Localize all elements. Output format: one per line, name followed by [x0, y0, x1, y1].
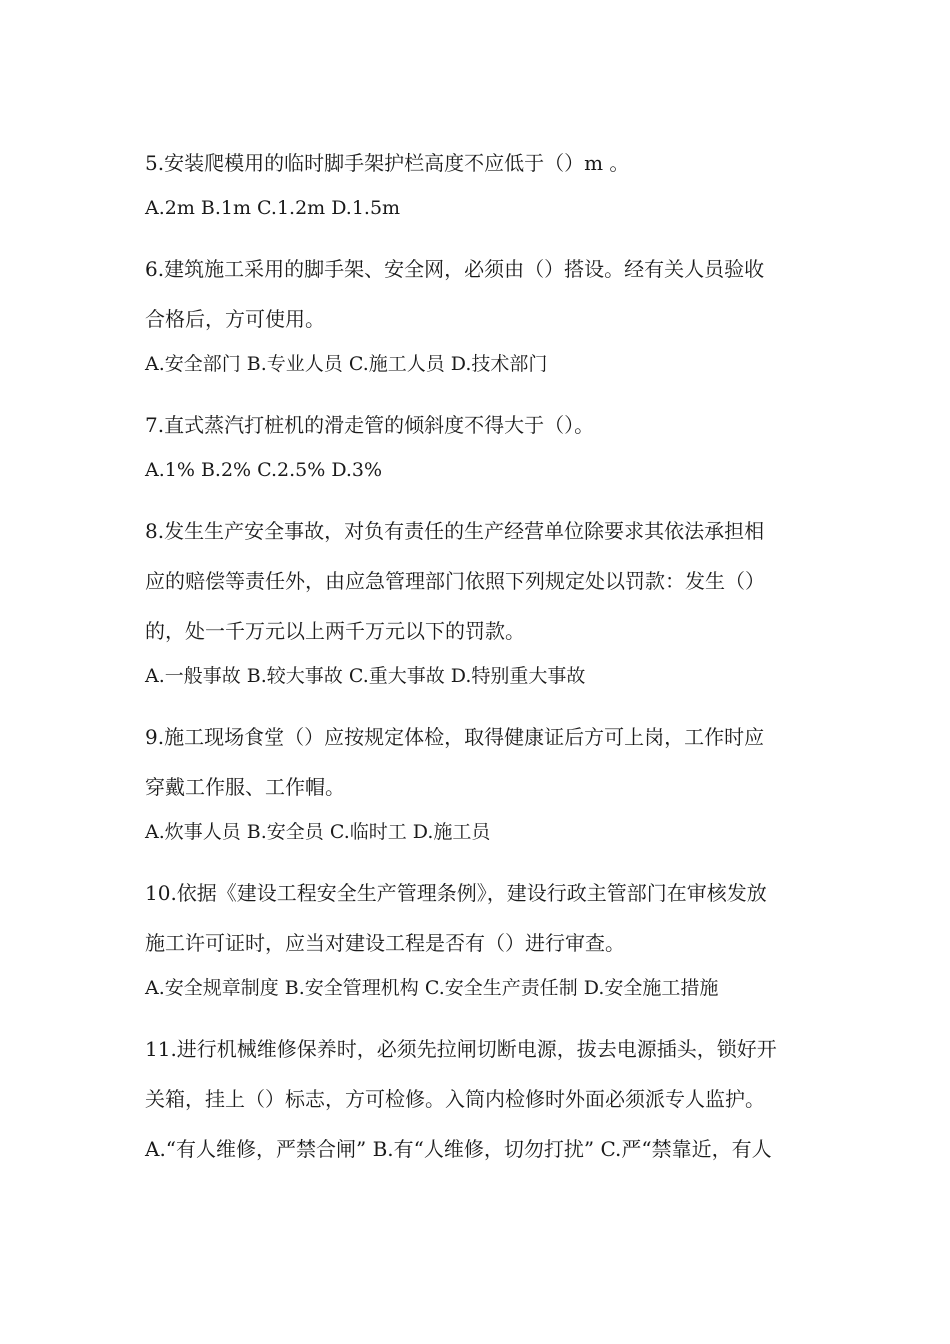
question-text: 7.直式蒸汽打桩机的滑走管的倾斜度不得大于（）。 [145, 413, 595, 437]
question-text: 的，处一千万元以上两千万元以下的罚款。 [145, 619, 525, 643]
question-11 [145, 1024, 815, 1174]
question-options: A.1% B.2% C.2.5% D.3% [145, 459, 383, 481]
question-9 [145, 712, 815, 852]
question-5 [145, 138, 815, 228]
question-text: 6.建筑施工采用的脚手架、安全网，必须由（）搭设。经有关人员验收 [145, 257, 765, 281]
question-options: A.炊事人员 B.安全员 C.临时工 D.施工员 [145, 821, 491, 843]
question-text: 穿戴工作服、工作帽。 [145, 775, 345, 799]
question-options: A.2m B.1m C.1.2m D.1.5m [145, 197, 401, 219]
question-text: 关箱，挂上（）标志，方可检修。入筒内检修时外面必须派专人监护。 [145, 1087, 765, 1111]
question-8 [145, 506, 815, 696]
question-options: A.安全规章制度 B.安全管理机构 C.安全生产责任制 D.安全施工措施 [145, 977, 719, 999]
question-text: 施工许可证时，应当对建设工程是否有（）进行审查。 [145, 931, 625, 955]
question-options: A.安全部门 B.专业人员 C.施工人员 D.技术部门 [145, 353, 548, 375]
question-text: 9.施工现场食堂（）应按规定体检，取得健康证后方可上岗，工作时应 [145, 725, 765, 749]
question-text: 合格后，方可使用。 [145, 307, 325, 331]
question-text: 应的赔偿等责任外，由应急管理部门依照下列规定处以罚款：发生（） [145, 569, 765, 593]
question-text: 10.依据《建设工程安全生产管理条例》，建设行政主管部门在审核发放 [145, 881, 767, 905]
question-text: A.“有人维修，严禁合闸” B.有“人维修，切勿打扰” C.严“禁靠近，有人 [145, 1137, 772, 1161]
question-10 [145, 868, 815, 1008]
question-text: 5.安装爬模用的临时脚手架护栏高度不应低于（）m 。 [145, 151, 630, 175]
question-6 [145, 244, 815, 384]
question-options: A.一般事故 B.较大事故 C.重大事故 D.特别重大事故 [145, 665, 586, 687]
question-list [145, 138, 815, 1174]
question-text: 8.发生生产安全事故，对负有责任的生产经营单位除要求其依法承担相 [145, 519, 765, 543]
question-text: 11.进行机械维修保养时，必须先拉闸切断电源，拔去电源插头，锁好开 [145, 1037, 777, 1061]
question-7 [145, 400, 815, 490]
